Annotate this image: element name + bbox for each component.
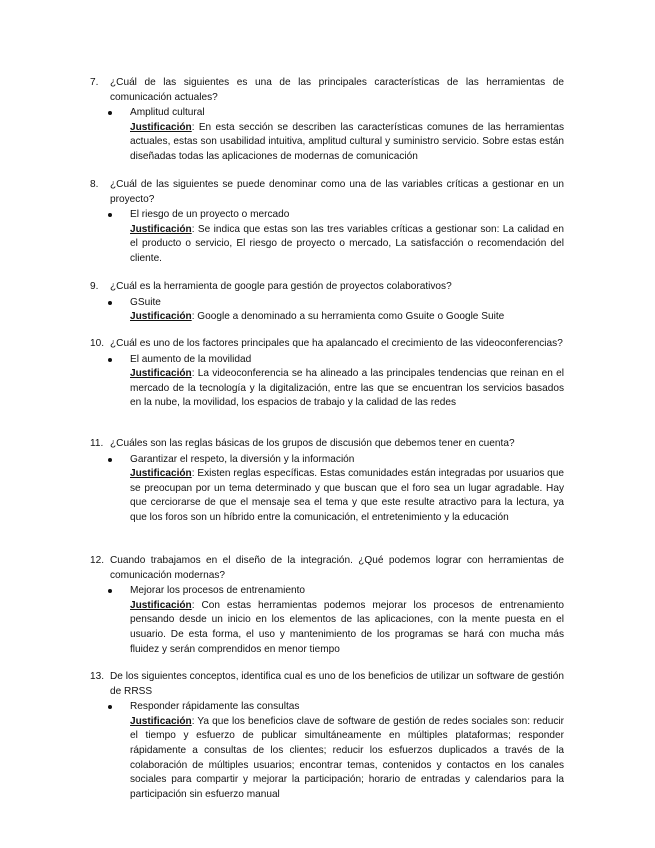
answer-text: Garantizar el respeto, la diversión y la información xyxy=(130,453,355,465)
question-text: Cuando trabajamos en el diseño de la integración. ¿Qué podemos lograr con herramientas de comunicación modernas? xyxy=(110,555,564,581)
bullet-icon xyxy=(108,705,112,709)
justification xyxy=(130,467,564,525)
question-number: 10. xyxy=(90,338,105,349)
question-11 xyxy=(90,437,564,526)
justification-text: : La videoconferencia se ha alineado a las principales tendencias que reinan en el mercado de la tecnología y la digitalización, entre las que se encuentran los servicios basados en la nube, la movilidad, los espacios de trabajo y la calidad de las redes xyxy=(130,368,564,409)
answer-text: GSuite xyxy=(130,296,161,308)
justification-label: Justificación xyxy=(130,311,192,323)
justification-label: Justificación xyxy=(130,121,192,133)
question-number: 13. xyxy=(90,671,105,682)
answer-item xyxy=(130,700,564,715)
answer-text: Amplitud cultural xyxy=(130,107,205,119)
justification-label: Justificación xyxy=(130,468,192,480)
justification-label: Justificación xyxy=(130,715,192,727)
question-13 xyxy=(90,670,564,802)
question-number: 12. xyxy=(90,555,105,566)
answer-text: El aumento de la movilidad xyxy=(130,353,252,365)
bullet-icon xyxy=(108,301,112,305)
question-text: ¿Cuál de las siguientes es una de las principales características de las herramientas de comunicación actuales? xyxy=(110,77,564,103)
bullet-icon xyxy=(108,213,112,217)
question-text: ¿Cuál es la herramienta de google para gestión de proyectos colaborativos? xyxy=(110,281,452,292)
justification-text: : Con estas herramientas podemos mejorar los procesos de entrenamiento pensando desde un inicio en los elementos de las aplicaciones, con la mente puesta en el usuario. De esta forma, el uso y mantenimiento de los programas se hará con mucha más fluidez y serán comprendidos en menor tiempo xyxy=(130,599,564,655)
question-number: 9. xyxy=(90,281,99,292)
answer-text: El riesgo de un proyecto o mercado xyxy=(130,209,290,221)
answer-item xyxy=(130,208,564,223)
answer-text: Responder rápidamente las consultas xyxy=(130,701,300,713)
answer-item xyxy=(130,296,564,311)
bullet-icon xyxy=(108,111,112,115)
question-9 xyxy=(90,280,564,325)
question-number: 7. xyxy=(90,77,99,88)
answer-item xyxy=(130,584,564,599)
question-text: De los siguientes conceptos, identifica cual es uno de los beneficios de utilizar un software de gestión de RRSS xyxy=(110,671,564,697)
answer-text: Mejorar los procesos de entrenamiento xyxy=(130,585,306,597)
justification xyxy=(130,310,564,325)
justification xyxy=(130,121,564,165)
justification-label: Justificación xyxy=(130,368,192,380)
justification-text: : En esta sección se describen las características comunes de las herramientas actuales, estas son usabilidad intuitiva, amplitud cultural y suministro servicio. Sobre estas están diseñadas todas las aplicaciones de modernas de comunicación xyxy=(130,121,564,162)
question-8 xyxy=(90,178,564,267)
bullet-icon xyxy=(108,358,112,362)
question-10 xyxy=(90,337,564,411)
justification-label: Justificación xyxy=(130,223,192,235)
justification xyxy=(130,599,564,657)
bullet-icon xyxy=(108,589,112,593)
question-number: 11. xyxy=(90,438,104,449)
question-number: 8. xyxy=(90,179,99,190)
justification xyxy=(130,367,564,411)
question-7 xyxy=(90,76,564,165)
answer-item xyxy=(130,453,564,468)
justification-text: : Ya que los beneficios clave de software de gestión de redes sociales son: reducir el tiempo y esfuerzo de publicar simultáneamente en múltiples plataformas; responder rápidamente a consultas de los clientes; reducir los esfuerzos duplicados a través de la colaboración de múltiples usuarios; encontrar temas, contenidos y contactos en los canales sociales para compartir y mejorar la participación; horario de entradas y calendarios para la participación sin esfuerzo manual xyxy=(130,715,564,800)
answer-item xyxy=(130,106,564,121)
justification-label: Justificación xyxy=(130,599,192,611)
question-text: ¿Cuál es uno de los factores principales que ha apalancado el crecimiento de las videoconferencias? xyxy=(110,338,563,349)
justification xyxy=(130,223,564,267)
question-text: ¿Cuáles son las reglas básicas de los grupos de discusión que debemos tener en cuenta? xyxy=(110,438,515,449)
question-text: ¿Cuál de las siguientes se puede denominar como una de las variables críticas a gestionar en un proyecto? xyxy=(110,179,564,205)
justification-text: : Existen reglas específicas. Estas comunidades están integradas por usuarios que se preocupan por un tema determinado y que buscan que el foro sea un lugar agradable. Hay que cerciorarse de que el mensaje sea el tema y que este resulte atractivo para la lectura, ya que los foros son un híbrido entre la comunicación, el entretenimiento y la educación xyxy=(130,468,564,523)
answer-item xyxy=(130,353,564,368)
question-12 xyxy=(90,554,564,657)
justification-text: : Se indica que estas son las tres variables críticas a gestionar son: La calidad en el producto o servicio, El riesgo de proyecto o mercado, La satisfacción o recomendación del cliente. xyxy=(130,223,564,264)
bullet-icon xyxy=(108,458,112,462)
justification-text: : Google a denominado a su herramienta como Gsuite o Google Suite xyxy=(191,311,505,323)
justification xyxy=(130,715,564,803)
